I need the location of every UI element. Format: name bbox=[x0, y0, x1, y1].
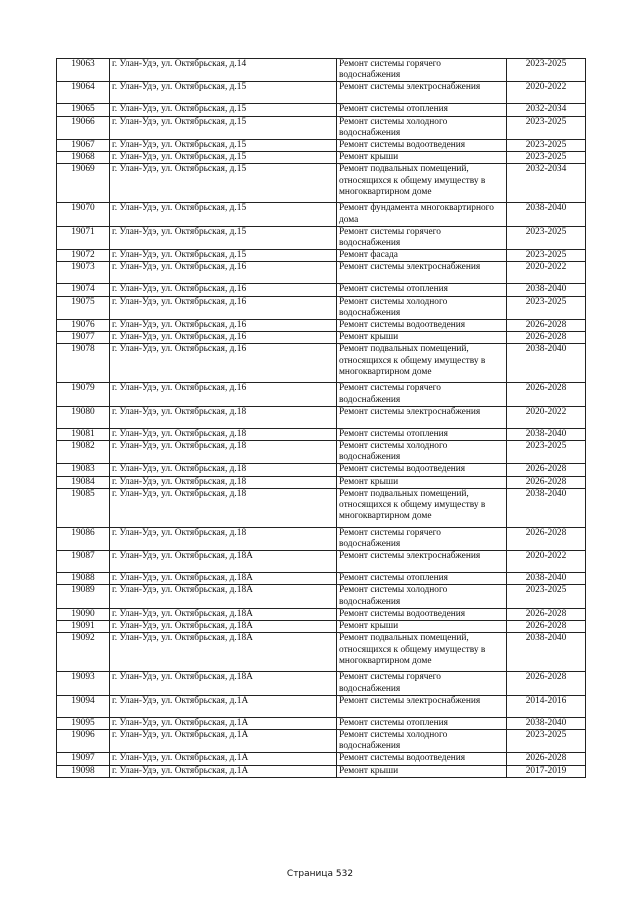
capital-repair-table bbox=[56, 58, 586, 778]
table-row bbox=[57, 585, 586, 608]
work-type-cell: Ремонт системы горячего водоснабжения bbox=[337, 226, 507, 249]
table-row bbox=[57, 116, 586, 139]
work-type-cell: Ремонт системы горячего водоснабжения bbox=[337, 527, 507, 550]
address-cell: г. Улан-Удэ, ул. Октябрьская, д.18 bbox=[110, 441, 337, 464]
work-type-cell: Ремонт подвальных помещений, относящихся к общему имуществу в многоквартирном доме bbox=[337, 344, 507, 383]
work-type-cell: Ремонт системы отопления bbox=[337, 428, 507, 440]
row-number-cell: 19089 bbox=[57, 585, 110, 608]
years-cell: 2023-2025 bbox=[507, 729, 586, 752]
work-type-cell: Ремонт системы водоотведения bbox=[337, 753, 507, 765]
table-row bbox=[57, 250, 586, 262]
years-cell: 2014-2016 bbox=[507, 695, 586, 717]
table-row bbox=[57, 262, 586, 284]
table-row bbox=[57, 717, 586, 729]
address-cell: г. Улан-Удэ, ул. Октябрьская, д.18 bbox=[110, 527, 337, 550]
address-cell: г. Улан-Удэ, ул. Октябрьская, д.15 bbox=[110, 152, 337, 164]
table-row bbox=[57, 284, 586, 296]
table-row bbox=[57, 296, 586, 319]
table-row bbox=[57, 164, 586, 203]
work-type-cell: Ремонт фундамента многоквартирного дома bbox=[337, 203, 507, 226]
table-row bbox=[57, 621, 586, 633]
table-row bbox=[57, 59, 586, 82]
years-cell: 2020-2022 bbox=[507, 551, 586, 573]
years-cell: 2026-2028 bbox=[507, 383, 586, 406]
table-row bbox=[57, 226, 586, 249]
years-cell: 2026-2028 bbox=[507, 464, 586, 476]
row-number-cell: 19092 bbox=[57, 633, 110, 672]
work-type-cell: Ремонт крыши bbox=[337, 476, 507, 488]
years-cell: 2023-2025 bbox=[507, 296, 586, 319]
work-type-cell: Ремонт системы горячего водоснабжения bbox=[337, 383, 507, 406]
work-type-cell: Ремонт системы водоотведения bbox=[337, 464, 507, 476]
row-number-cell: 19063 bbox=[57, 59, 110, 82]
work-type-cell: Ремонт крыши bbox=[337, 152, 507, 164]
address-cell: г. Улан-Удэ, ул. Октябрьская, д.18А bbox=[110, 608, 337, 620]
years-cell: 2038-2040 bbox=[507, 284, 586, 296]
years-cell: 2038-2040 bbox=[507, 344, 586, 383]
years-cell: 2038-2040 bbox=[507, 633, 586, 672]
years-cell: 2038-2040 bbox=[507, 717, 586, 729]
row-number-cell: 19080 bbox=[57, 406, 110, 428]
years-cell: 2023-2025 bbox=[507, 441, 586, 464]
table-row bbox=[57, 203, 586, 226]
table-row bbox=[57, 406, 586, 428]
table-row bbox=[57, 332, 586, 344]
work-type-cell: Ремонт системы отопления bbox=[337, 717, 507, 729]
address-cell: г. Улан-Удэ, ул. Октябрьская, д.16 bbox=[110, 284, 337, 296]
address-cell: г. Улан-Удэ, ул. Октябрьская, д.1А bbox=[110, 729, 337, 752]
work-type-cell: Ремонт системы холодного водоснабжения bbox=[337, 116, 507, 139]
work-type-cell: Ремонт системы горячего водоснабжения bbox=[337, 672, 507, 695]
years-cell: 2026-2028 bbox=[507, 527, 586, 550]
years-cell: 2038-2040 bbox=[507, 488, 586, 527]
table-row bbox=[57, 428, 586, 440]
work-type-cell: Ремонт системы отопления bbox=[337, 573, 507, 585]
years-cell: 2026-2028 bbox=[507, 476, 586, 488]
address-cell: г. Улан-Удэ, ул. Октябрьская, д.18 bbox=[110, 476, 337, 488]
row-number-cell: 19086 bbox=[57, 527, 110, 550]
table-row bbox=[57, 551, 586, 573]
row-number-cell: 19085 bbox=[57, 488, 110, 527]
address-cell: г. Улан-Удэ, ул. Октябрьская, д.1А bbox=[110, 717, 337, 729]
address-cell: г. Улан-Удэ, ул. Октябрьская, д.15 bbox=[110, 250, 337, 262]
address-cell: г. Улан-Удэ, ул. Октябрьская, д.16 bbox=[110, 296, 337, 319]
address-cell: г. Улан-Удэ, ул. Октябрьская, д.15 bbox=[110, 116, 337, 139]
address-cell: г. Улан-Удэ, ул. Октябрьская, д.18А bbox=[110, 551, 337, 573]
work-type-cell: Ремонт системы электроснабжения bbox=[337, 695, 507, 717]
work-type-cell: Ремонт системы холодного водоснабжения bbox=[337, 585, 507, 608]
row-number-cell: 19096 bbox=[57, 729, 110, 752]
address-cell: г. Улан-Удэ, ул. Октябрьская, д.18А bbox=[110, 621, 337, 633]
address-cell: г. Улан-Удэ, ул. Октябрьская, д.15 bbox=[110, 226, 337, 249]
work-type-cell: Ремонт системы отопления bbox=[337, 104, 507, 116]
row-number-cell: 19091 bbox=[57, 621, 110, 633]
row-number-cell: 19076 bbox=[57, 320, 110, 332]
row-number-cell: 19069 bbox=[57, 164, 110, 203]
table-row bbox=[57, 633, 586, 672]
row-number-cell: 19072 bbox=[57, 250, 110, 262]
years-cell: 2026-2028 bbox=[507, 320, 586, 332]
years-cell: 2020-2022 bbox=[507, 82, 586, 104]
row-number-cell: 19075 bbox=[57, 296, 110, 319]
address-cell: г. Улан-Удэ, ул. Октябрьская, д.18А bbox=[110, 633, 337, 672]
row-number-cell: 19065 bbox=[57, 104, 110, 116]
work-type-cell: Ремонт подвальных помещений, относящихся к общему имуществу в многоквартирном доме bbox=[337, 633, 507, 672]
address-cell: г. Улан-Удэ, ул. Октябрьская, д.1А bbox=[110, 753, 337, 765]
table-row bbox=[57, 488, 586, 527]
work-type-cell: Ремонт системы холодного водоснабжения bbox=[337, 729, 507, 752]
row-number-cell: 19090 bbox=[57, 608, 110, 620]
years-cell: 2020-2022 bbox=[507, 262, 586, 284]
work-type-cell: Ремонт подвальных помещений, относящихся к общему имуществу в многоквартирном доме bbox=[337, 164, 507, 203]
row-number-cell: 19082 bbox=[57, 441, 110, 464]
work-type-cell: Ремонт системы электроснабжения bbox=[337, 406, 507, 428]
address-cell: г. Улан-Удэ, ул. Октябрьская, д.15 bbox=[110, 164, 337, 203]
work-type-cell: Ремонт системы водоотведения bbox=[337, 320, 507, 332]
table-row bbox=[57, 441, 586, 464]
work-type-cell: Ремонт фасада bbox=[337, 250, 507, 262]
table-row bbox=[57, 695, 586, 717]
address-cell: г. Улан-Удэ, ул. Октябрьская, д.1А bbox=[110, 765, 337, 777]
years-cell: 2026-2028 bbox=[507, 621, 586, 633]
years-cell: 2032-2034 bbox=[507, 104, 586, 116]
years-cell: 2023-2025 bbox=[507, 116, 586, 139]
row-number-cell: 19095 bbox=[57, 717, 110, 729]
table-row bbox=[57, 104, 586, 116]
address-cell: г. Улан-Удэ, ул. Октябрьская, д.16 bbox=[110, 344, 337, 383]
work-type-cell: Ремонт системы водоотведения bbox=[337, 608, 507, 620]
years-cell: 2017-2019 bbox=[507, 765, 586, 777]
row-number-cell: 19066 bbox=[57, 116, 110, 139]
work-type-cell: Ремонт системы отопления bbox=[337, 284, 507, 296]
years-cell: 2020-2022 bbox=[507, 406, 586, 428]
table-row bbox=[57, 527, 586, 550]
years-cell: 2038-2040 bbox=[507, 573, 586, 585]
row-number-cell: 19077 bbox=[57, 332, 110, 344]
row-number-cell: 19064 bbox=[57, 82, 110, 104]
address-cell: г. Улан-Удэ, ул. Октябрьская, д.15 bbox=[110, 104, 337, 116]
work-type-cell: Ремонт крыши bbox=[337, 765, 507, 777]
table-row bbox=[57, 765, 586, 777]
row-number-cell: 19083 bbox=[57, 464, 110, 476]
years-cell: 2023-2025 bbox=[507, 152, 586, 164]
work-type-cell: Ремонт системы холодного водоснабжения bbox=[337, 296, 507, 319]
years-cell: 2026-2028 bbox=[507, 332, 586, 344]
work-type-cell: Ремонт системы холодного водоснабжения bbox=[337, 441, 507, 464]
work-type-cell: Ремонт системы электроснабжения bbox=[337, 551, 507, 573]
table-row bbox=[57, 82, 586, 104]
row-number-cell: 19081 bbox=[57, 428, 110, 440]
years-cell: 2026-2028 bbox=[507, 753, 586, 765]
address-cell: г. Улан-Удэ, ул. Октябрьская, д.16 bbox=[110, 320, 337, 332]
work-type-cell: Ремонт системы горячего водоснабжения bbox=[337, 59, 507, 82]
table-row bbox=[57, 152, 586, 164]
address-cell: г. Улан-Удэ, ул. Октябрьская, д.15 bbox=[110, 82, 337, 104]
address-cell: г. Улан-Удэ, ул. Октябрьская, д.16 bbox=[110, 332, 337, 344]
work-type-cell: Ремонт системы водоотведения bbox=[337, 140, 507, 152]
address-cell: г. Улан-Удэ, ул. Октябрьская, д.1А bbox=[110, 695, 337, 717]
work-type-cell: Ремонт системы электроснабжения bbox=[337, 82, 507, 104]
years-cell: 2023-2025 bbox=[507, 226, 586, 249]
row-number-cell: 19067 bbox=[57, 140, 110, 152]
table-row bbox=[57, 140, 586, 152]
address-cell: г. Улан-Удэ, ул. Октябрьская, д.18 bbox=[110, 488, 337, 527]
years-cell: 2026-2028 bbox=[507, 672, 586, 695]
page-number: Страница 532 bbox=[286, 869, 354, 879]
address-cell: г. Улан-Удэ, ул. Октябрьская, д.18А bbox=[110, 672, 337, 695]
address-cell: г. Улан-Удэ, ул. Октябрьская, д.15 bbox=[110, 203, 337, 226]
row-number-cell: 19068 bbox=[57, 152, 110, 164]
row-number-cell: 19084 bbox=[57, 476, 110, 488]
table-row bbox=[57, 753, 586, 765]
row-number-cell: 19094 bbox=[57, 695, 110, 717]
address-cell: г. Улан-Удэ, ул. Октябрьская, д.16 bbox=[110, 383, 337, 406]
table-row bbox=[57, 320, 586, 332]
row-number-cell: 19098 bbox=[57, 765, 110, 777]
address-cell: г. Улан-Удэ, ул. Октябрьская, д.18А bbox=[110, 573, 337, 585]
row-number-cell: 19078 bbox=[57, 344, 110, 383]
address-cell: г. Улан-Удэ, ул. Октябрьская, д.15 bbox=[110, 140, 337, 152]
table-row bbox=[57, 476, 586, 488]
table-row bbox=[57, 729, 586, 752]
row-number-cell: 19079 bbox=[57, 383, 110, 406]
address-cell: г. Улан-Удэ, ул. Октябрьская, д.14 bbox=[110, 59, 337, 82]
table-row bbox=[57, 608, 586, 620]
work-type-cell: Ремонт крыши bbox=[337, 332, 507, 344]
years-cell: 2032-2034 bbox=[507, 164, 586, 203]
table-row bbox=[57, 672, 586, 695]
row-number-cell: 19074 bbox=[57, 284, 110, 296]
address-cell: г. Улан-Удэ, ул. Октябрьская, д.18 bbox=[110, 406, 337, 428]
row-number-cell: 19071 bbox=[57, 226, 110, 249]
table-row bbox=[57, 573, 586, 585]
row-number-cell: 19070 bbox=[57, 203, 110, 226]
row-number-cell: 19093 bbox=[57, 672, 110, 695]
row-number-cell: 19073 bbox=[57, 262, 110, 284]
years-cell: 2023-2025 bbox=[507, 585, 586, 608]
years-cell: 2023-2025 bbox=[507, 140, 586, 152]
address-cell: г. Улан-Удэ, ул. Октябрьская, д.18 bbox=[110, 428, 337, 440]
address-cell: г. Улан-Удэ, ул. Октябрьская, д.18 bbox=[110, 464, 337, 476]
table-row bbox=[57, 383, 586, 406]
years-cell: 2038-2040 bbox=[507, 428, 586, 440]
table-row bbox=[57, 344, 586, 383]
years-cell: 2023-2025 bbox=[507, 250, 586, 262]
years-cell: 2038-2040 bbox=[507, 203, 586, 226]
work-type-cell: Ремонт подвальных помещений, относящихся к общему имуществу в многоквартирном доме bbox=[337, 488, 507, 527]
work-type-cell: Ремонт крыши bbox=[337, 621, 507, 633]
years-cell: 2026-2028 bbox=[507, 608, 586, 620]
address-cell: г. Улан-Удэ, ул. Октябрьская, д.18А bbox=[110, 585, 337, 608]
address-cell: г. Улан-Удэ, ул. Октябрьская, д.16 bbox=[110, 262, 337, 284]
row-number-cell: 19088 bbox=[57, 573, 110, 585]
table-body bbox=[57, 59, 586, 778]
row-number-cell: 19087 bbox=[57, 551, 110, 573]
table-row bbox=[57, 464, 586, 476]
years-cell: 2023-2025 bbox=[507, 59, 586, 82]
row-number-cell: 19097 bbox=[57, 753, 110, 765]
work-type-cell: Ремонт системы электроснабжения bbox=[337, 262, 507, 284]
